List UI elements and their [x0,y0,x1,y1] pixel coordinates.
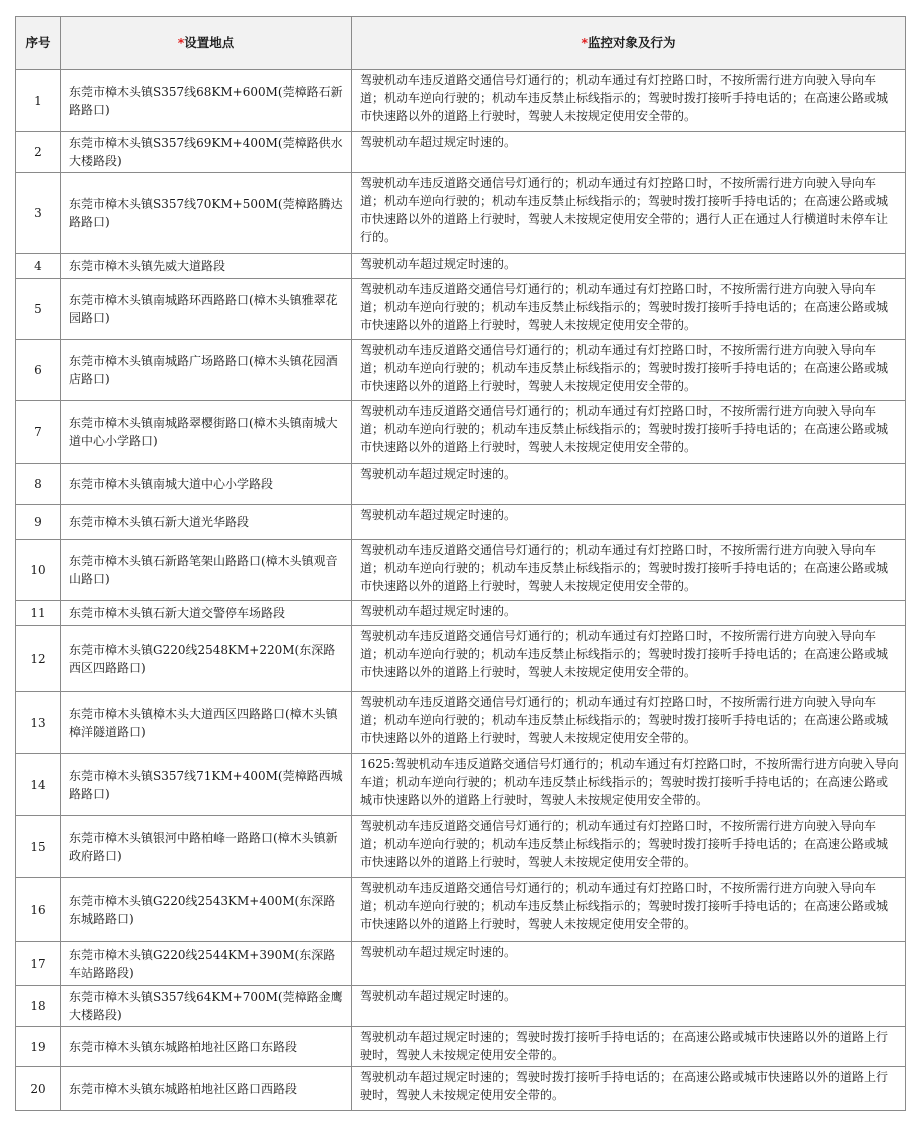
row-number: 8 [16,464,61,505]
row-number: 4 [16,254,61,279]
row-number: 18 [16,986,61,1027]
location-cell: 东莞市樟木头镇南城大道中心小学路段 [61,464,352,505]
table-row [16,254,906,279]
table-row [16,601,906,626]
row-number: 19 [16,1027,61,1067]
behavior-cell: 驾驶机动车超过规定时速的。 [352,132,906,173]
table-row [16,626,906,692]
row-number: 17 [16,942,61,986]
behavior-cell: 驾驶机动车违反道路交通信号灯通行的；机动车通过有灯控路口时，不按所需行进方向驶入导向车道；机动车逆向行驶的；机动车违反禁止标线指示的；驾驶时拨打接听手持电话的；在高速公路或城市快速路以外的道路上行驶时，驾驶人未按规定使用安全带的。 [352,692,906,754]
row-number: 16 [16,878,61,942]
table-row [16,279,906,340]
location-cell: 东莞市樟木头镇先威大道路段 [61,254,352,279]
row-number: 6 [16,340,61,401]
table-row [16,132,906,173]
header-no: 序号 [16,17,61,70]
row-number: 7 [16,401,61,464]
header-behavior [352,17,906,70]
location-cell: 东莞市樟木头镇S357线69KM+400M(莞樟路供水大楼路段) [61,132,352,173]
location-cell: 东莞市樟木头镇银河中路柏峰一路路口(樟木头镇新政府路口) [61,816,352,878]
table-row [16,401,906,464]
table-row [16,464,906,505]
table-row [16,942,906,986]
location-cell: 东莞市樟木头镇南城路环西路路口(樟木头镇雅翠花园路口) [61,279,352,340]
row-number: 12 [16,626,61,692]
row-number: 1 [16,70,61,132]
table-row [16,754,906,816]
location-cell: 东莞市樟木头镇S357线71KM+400M(莞樟路西城路路口) [61,754,352,816]
table-header [16,17,906,70]
behavior-cell: 驾驶机动车超过规定时速的；驾驶时拨打接听手持电话的；在高速公路或城市快速路以外的道路上行驶时，驾驶人未按规定使用安全带的。 [352,1027,906,1067]
row-number: 10 [16,540,61,601]
behavior-cell: 驾驶机动车超过规定时速的。 [352,601,906,626]
row-number: 9 [16,505,61,540]
behavior-cell: 驾驶机动车违反道路交通信号灯通行的；机动车通过有灯控路口时，不按所需行进方向驶入导向车道；机动车逆向行驶的；机动车违反禁止标线指示的；驾驶时拨打接听手持电话的；在高速公路或城市快速路以外的道路上行驶时，驾驶人未按规定使用安全带的。 [352,626,906,692]
required-mark: * [581,35,589,50]
table-row [16,878,906,942]
behavior-cell: 驾驶机动车超过规定时速的。 [352,986,906,1027]
row-number: 2 [16,132,61,173]
row-number: 3 [16,173,61,254]
behavior-cell: 驾驶机动车超过规定时速的。 [352,464,906,505]
header-behavior-label: 监控对象及行为 [588,35,676,50]
behavior-cell: 1625:驾驶机动车违反道路交通信号灯通行的；机动车通过有灯控路口时，不按所需行进方向驶入导向车道；机动车逆向行驶的；机动车违反禁止标线指示的；驾驶时拨打接听手持电话的；在高速公路或城市快速路以外的道路上行驶时，驾驶人未按规定使用安全带的。 [352,754,906,816]
location-cell: 东莞市樟木头镇东城路柏地社区路口东路段 [61,1027,352,1067]
behavior-cell: 驾驶机动车违反道路交通信号灯通行的；机动车通过有灯控路口时，不按所需行进方向驶入导向车道；机动车逆向行驶的；机动车违反禁止标线指示的；驾驶时拨打接听手持电话的；在高速公路或城市快速路以外的道路上行驶时，驾驶人未按规定使用安全带的。 [352,340,906,401]
row-number: 5 [16,279,61,340]
table-row [16,1067,906,1111]
location-cell: 东莞市樟木头镇G220线2548KM+220M(东深路西区四路路口) [61,626,352,692]
location-cell: 东莞市樟木头镇S357线64KM+700M(莞樟路金鹰大楼路段) [61,986,352,1027]
table-row [16,692,906,754]
row-number: 15 [16,816,61,878]
table-row [16,70,906,132]
behavior-cell: 驾驶机动车违反道路交通信号灯通行的；机动车通过有灯控路口时，不按所需行进方向驶入导向车道；机动车逆向行驶的；机动车违反禁止标线指示的；驾驶时拨打接听手持电话的；在高速公路或城市快速路以外的道路上行驶时，驾驶人未按规定使用安全带的。 [352,540,906,601]
behavior-cell: 驾驶机动车超过规定时速的；驾驶时拨打接听手持电话的；在高速公路或城市快速路以外的道路上行驶时，驾驶人未按规定使用安全带的。 [352,1067,906,1111]
location-cell: 东莞市樟木头镇南城路翠樱街路口(樟木头镇南城大道中心小学路口) [61,401,352,464]
header-row [16,17,906,70]
location-cell: 东莞市樟木头镇G220线2543KM+400M(东深路东城路路口) [61,878,352,942]
location-cell: 东莞市樟木头镇石新路笔架山路路口(樟木头镇观音山路口) [61,540,352,601]
location-cell: 东莞市樟木头镇东城路柏地社区路口西路段 [61,1067,352,1111]
location-cell: 东莞市樟木头镇南城路广场路路口(樟木头镇花园酒店路口) [61,340,352,401]
row-number: 13 [16,692,61,754]
location-cell: 东莞市樟木头镇石新大道交警停车场路段 [61,601,352,626]
table-row [16,340,906,401]
location-cell: 东莞市樟木头镇石新大道光华路段 [61,505,352,540]
behavior-cell: 驾驶机动车违反道路交通信号灯通行的；机动车通过有灯控路口时，不按所需行进方向驶入导向车道；机动车逆向行驶的；机动车违反禁止标线指示的；驾驶时拨打接听手持电话的；在高速公路或城市快速路以外的道路上行驶时，驾驶人未按规定使用安全带的。 [352,279,906,340]
table-row [16,1027,906,1067]
table-row [16,505,906,540]
table-row [16,816,906,878]
table-row [16,986,906,1027]
behavior-cell: 驾驶机动车违反道路交通信号灯通行的；机动车通过有灯控路口时，不按所需行进方向驶入导向车道；机动车逆向行驶的；机动车违反禁止标线指示的；驾驶时拨打接听手持电话的；在高速公路或城市快速路以外的道路上行驶时，驾驶人未按规定使用安全带的。 [352,401,906,464]
header-location [61,17,352,70]
behavior-cell: 驾驶机动车违反道路交通信号灯通行的；机动车通过有灯控路口时，不按所需行进方向驶入导向车道；机动车逆向行驶的；机动车违反禁止标线指示的；驾驶时拨打接听手持电话的；在高速公路或城市快速路以外的道路上行驶时，驾驶人未按规定使用安全带的；遇行人正在通过人行横道时未停车让行的。 [352,173,906,254]
behavior-cell: 驾驶机动车违反道路交通信号灯通行的；机动车通过有灯控路口时，不按所需行进方向驶入导向车道；机动车逆向行驶的；机动车违反禁止标线指示的；驾驶时拨打接听手持电话的；在高速公路或城市快速路以外的道路上行驶时，驾驶人未按规定使用安全带的。 [352,878,906,942]
row-number: 14 [16,754,61,816]
required-mark: * [177,35,185,50]
table-body [16,70,906,1111]
row-number: 20 [16,1067,61,1111]
location-cell: 东莞市樟木头镇S357线68KM+600M(莞樟路石新路路口) [61,70,352,132]
behavior-cell: 驾驶机动车超过规定时速的。 [352,505,906,540]
behavior-cell: 驾驶机动车超过规定时速的。 [352,942,906,986]
location-cell: 东莞市樟木头镇樟木头大道西区四路路口(樟木头镇樟洋隧道路口) [61,692,352,754]
row-number: 11 [16,601,61,626]
location-cell: 东莞市樟木头镇G220线2544KM+390M(东深路车站路路段) [61,942,352,986]
location-cell: 东莞市樟木头镇S357线70KM+500M(莞樟路腾达路路口) [61,173,352,254]
behavior-cell: 驾驶机动车违反道路交通信号灯通行的；机动车通过有灯控路口时，不按所需行进方向驶入导向车道；机动车逆向行驶的；机动车违反禁止标线指示的；驾驶时拨打接听手持电话的；在高速公路或城市快速路以外的道路上行驶时，驾驶人未按规定使用安全带的。 [352,70,906,132]
behavior-cell: 驾驶机动车违反道路交通信号灯通行的；机动车通过有灯控路口时，不按所需行进方向驶入导向车道；机动车逆向行驶的；机动车违反禁止标线指示的；驾驶时拨打接听手持电话的；在高速公路或城市快速路以外的道路上行驶时，驾驶人未按规定使用安全带的。 [352,816,906,878]
behavior-cell: 驾驶机动车超过规定时速的。 [352,254,906,279]
table-row [16,173,906,254]
monitoring-table [15,16,906,1111]
header-location-label: 设置地点 [184,35,235,50]
table-row [16,540,906,601]
